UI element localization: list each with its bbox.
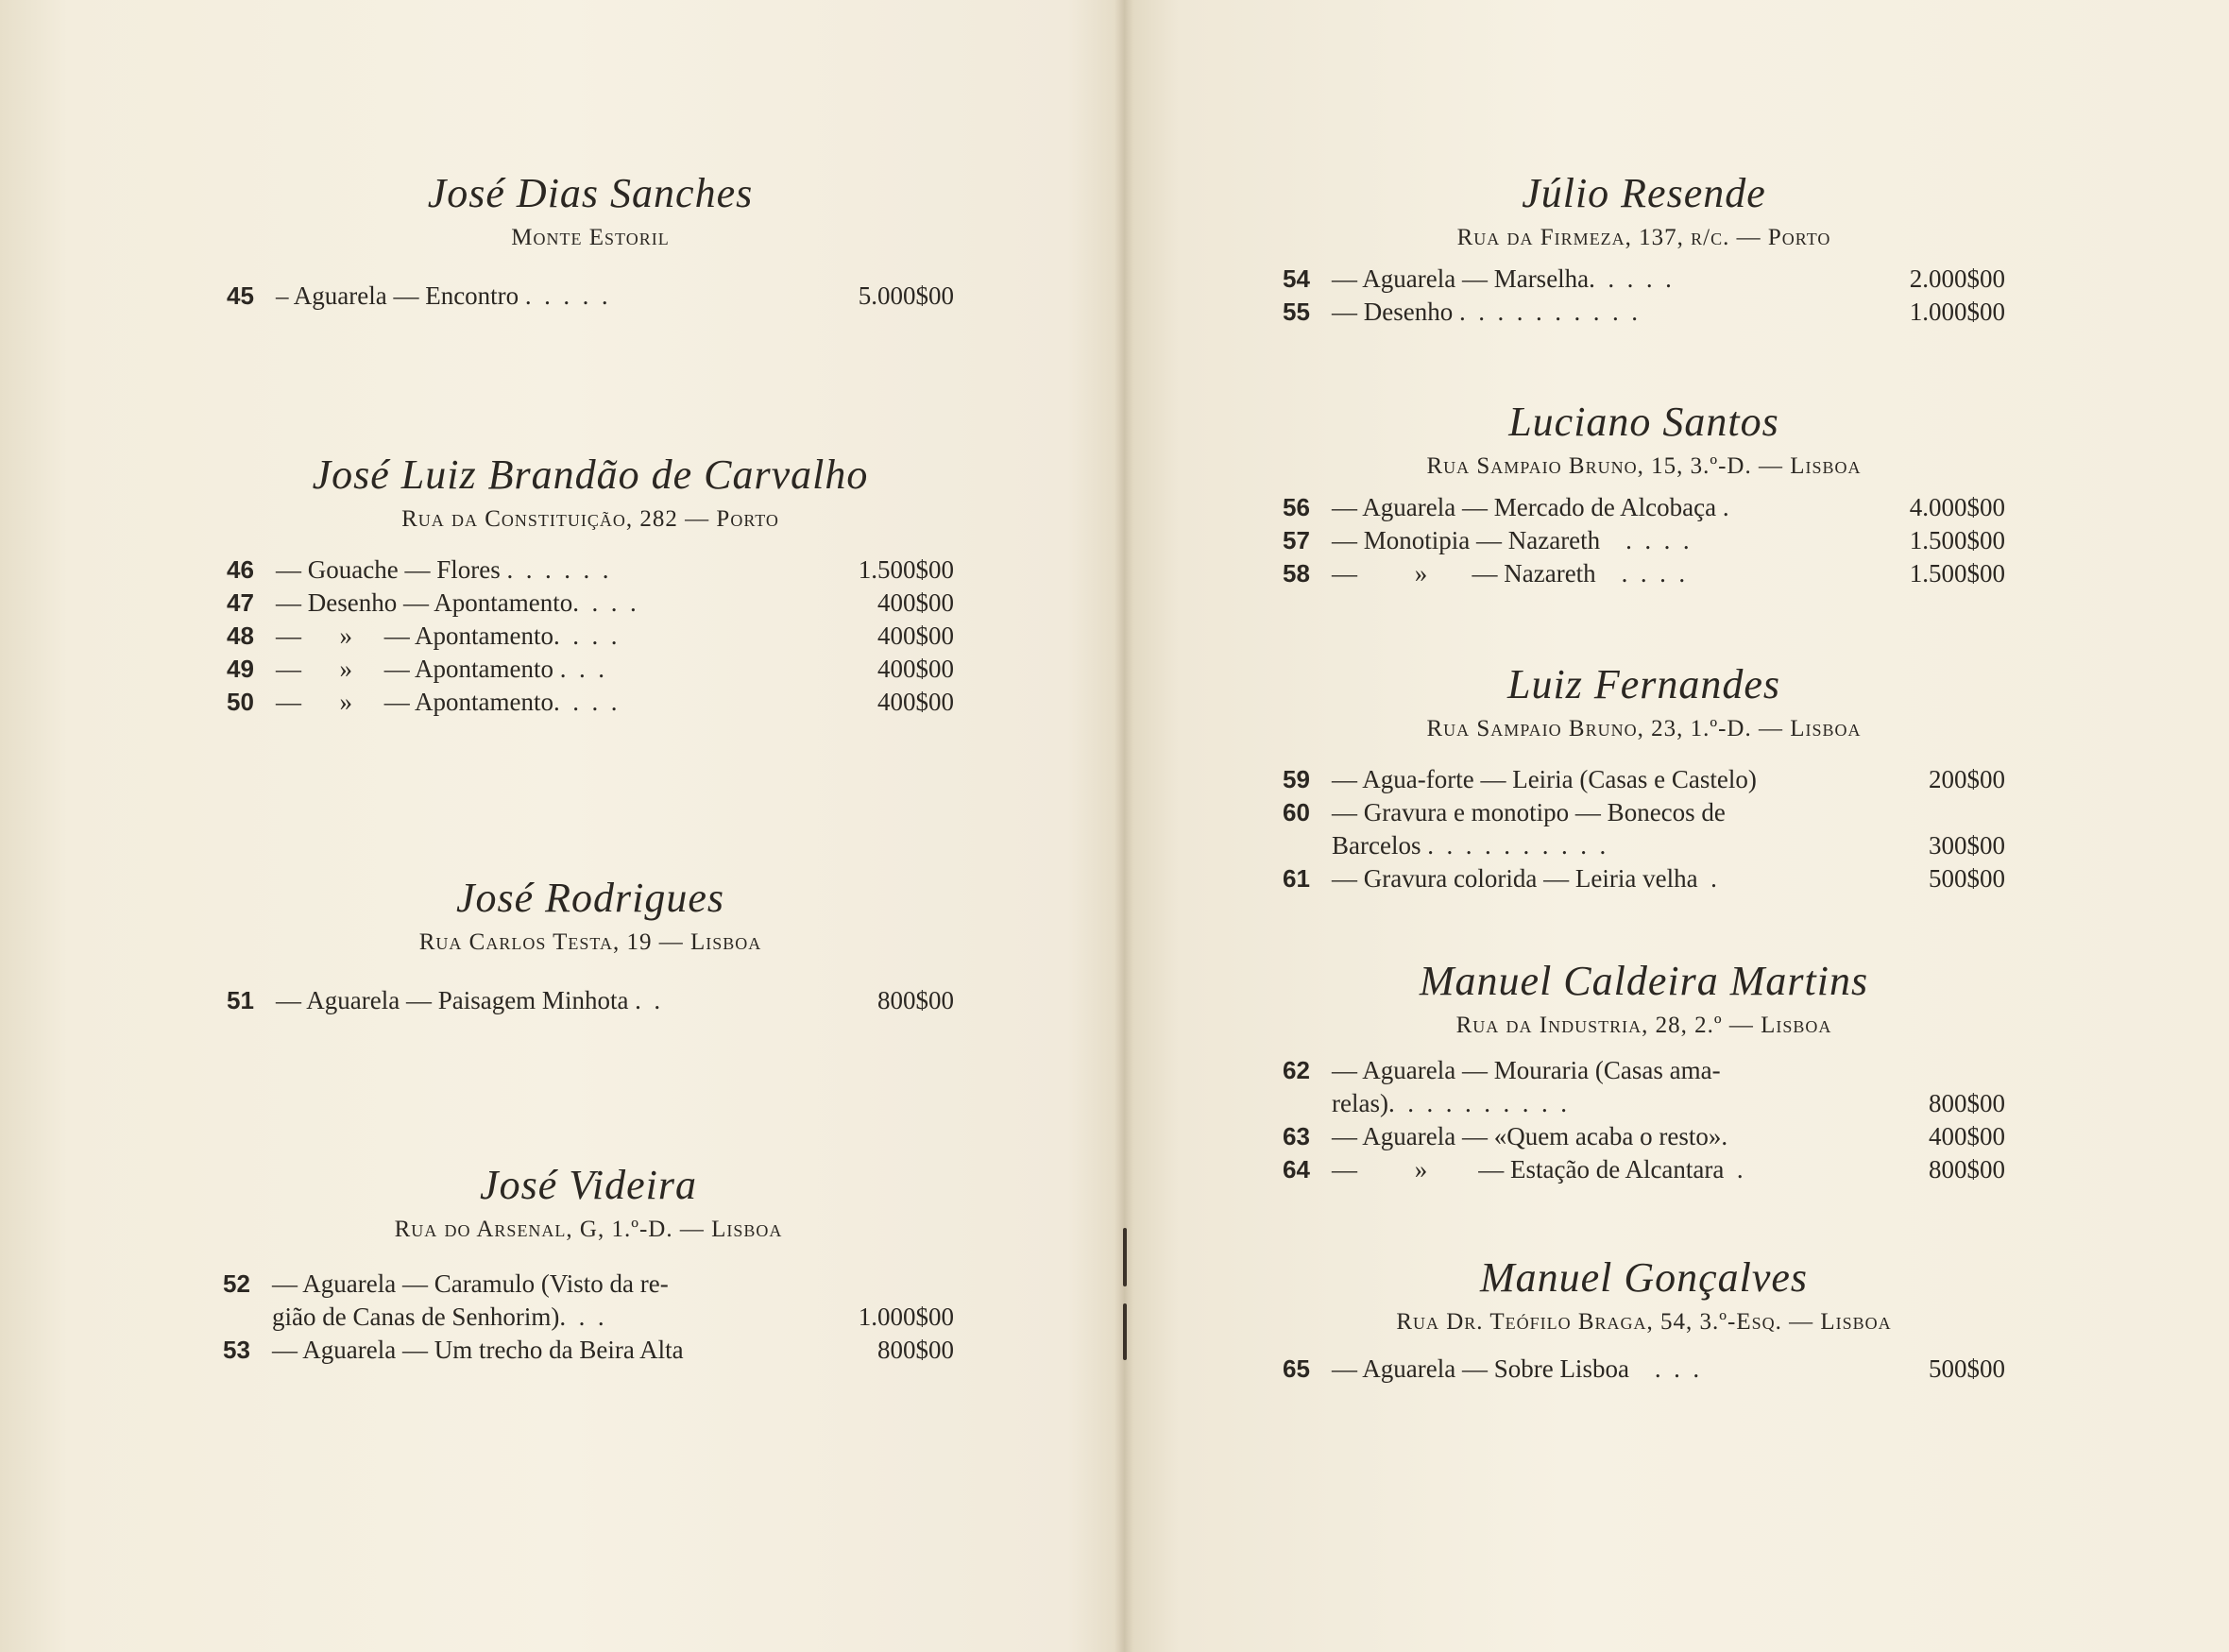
work-price: 1.500$00 <box>1909 526 2005 554</box>
work-item <box>1283 1153 2005 1186</box>
work-number: 59 <box>1283 765 1310 793</box>
artist-name: José Luiz Brandão de Carvalho <box>312 451 869 498</box>
work-description: — Desenho . . . . . . . . . . <box>1332 298 1638 326</box>
work-price: 400$00 <box>877 688 954 716</box>
work-number: 61 <box>1283 864 1310 893</box>
work-description: — Aguarela — «Quem acaba o resto». <box>1332 1122 1728 1150</box>
artist-name: Manuel Caldeira Martins <box>1419 958 1869 1004</box>
artist-entry <box>1283 1252 2005 1386</box>
artist-address: Rua da Constituição, 282 — Porto <box>401 506 779 532</box>
work-item <box>227 554 954 587</box>
works-list <box>223 1268 954 1367</box>
works-list <box>1283 263 2005 329</box>
work-number: 57 <box>1283 526 1310 554</box>
work-description: — Aguarela — Mercado de Alcobaça . <box>1332 493 1729 521</box>
work-description: — Gouache — Flores . . . . . . <box>276 555 609 584</box>
work-price: 1.000$00 <box>858 1303 954 1331</box>
artist-name: Luciano Santos <box>1508 399 1779 445</box>
book-gutter <box>1114 0 1133 1652</box>
work-price: 400$00 <box>877 588 954 617</box>
work-price: 400$00 <box>1929 1122 2005 1150</box>
work-price: 800$00 <box>1929 1089 2005 1117</box>
work-item <box>227 686 954 719</box>
works-list <box>1283 763 2005 895</box>
artist-entry <box>1283 659 2005 895</box>
work-item <box>223 1268 954 1334</box>
work-item <box>1283 1120 2005 1153</box>
work-description: — Agua-forte — Leiria (Casas e Castelo) <box>1332 765 1757 793</box>
works-list <box>227 280 954 313</box>
work-price: 800$00 <box>877 1336 954 1364</box>
work-description: — Aguarela — Marselha. . . . . <box>1332 264 1672 293</box>
works-list <box>1283 1054 2005 1186</box>
work-number: 53 <box>223 1336 250 1364</box>
work-number: 64 <box>1283 1155 1310 1184</box>
work-item <box>223 1334 954 1367</box>
works-list <box>1283 491 2005 590</box>
work-description: — » — Estação de Alcantara . <box>1332 1155 1744 1184</box>
work-item <box>227 984 954 1017</box>
work-item <box>1283 263 2005 296</box>
work-number: 47 <box>227 588 254 617</box>
work-item <box>227 280 954 313</box>
artist-address: Rua do Arsenal, G, 1.º-D. — Lisboa <box>394 1217 783 1242</box>
artist-name: José Rodrigues <box>455 875 725 921</box>
work-price: 4.000$00 <box>1909 493 2005 521</box>
work-description: — Aguarela — Paisagem Minhota . . <box>276 986 661 1014</box>
binding-thread-top <box>1123 1228 1127 1286</box>
artist-address: Rua Sampaio Bruno, 23, 1.º-D. — Lisboa <box>1426 716 1862 741</box>
work-price: 1.500$00 <box>858 555 954 584</box>
artist-entry <box>1283 956 2005 1186</box>
work-number: 55 <box>1283 298 1310 326</box>
artist-entry <box>227 450 954 719</box>
work-description: — » — Apontamento. . . . <box>276 688 618 716</box>
works-list <box>227 554 954 719</box>
work-price: 500$00 <box>1929 864 2005 893</box>
artist-name: Júlio Resende <box>1522 170 1766 216</box>
work-description: — » — Apontamento. . . . <box>276 622 618 650</box>
artist-entry <box>227 873 954 1017</box>
work-price: 400$00 <box>877 655 954 683</box>
works-list <box>227 984 954 1017</box>
artist-entry <box>1283 168 2005 329</box>
artist-address: Rua Dr. Teófilo Braga, 54, 3.º-Esq. — Lisboa <box>1396 1309 1892 1335</box>
artist-name: José Videira <box>480 1162 697 1208</box>
work-number: 58 <box>1283 559 1310 588</box>
artist-entry <box>223 1160 954 1367</box>
work-item <box>227 587 954 620</box>
work-item <box>1283 491 2005 524</box>
work-item <box>1283 1054 2005 1120</box>
work-item <box>1283 862 2005 895</box>
artist-address: Rua Carlos Testa, 19 — Lisboa <box>418 929 762 955</box>
work-description: — Monotipia — Nazareth . . . . <box>1332 526 1690 554</box>
work-price: 1.000$00 <box>1909 298 2005 326</box>
work-number: 45 <box>227 281 254 310</box>
binding-thread-bottom <box>1123 1303 1127 1360</box>
work-item <box>1283 1353 2005 1386</box>
artist-name: José Dias Sanches <box>427 170 754 216</box>
work-price: 2.000$00 <box>1909 264 2005 293</box>
work-number: 65 <box>1283 1354 1310 1383</box>
work-price: 200$00 <box>1929 765 2005 793</box>
work-description: – Aguarela — Encontro . . . . . <box>276 281 608 310</box>
works-list <box>1283 1353 2005 1386</box>
work-price: 800$00 <box>877 986 954 1014</box>
artist-address: Monte Estoril <box>511 225 670 250</box>
work-number: 50 <box>227 688 254 716</box>
work-item <box>1283 524 2005 557</box>
work-item <box>227 653 954 686</box>
work-price: 5.000$00 <box>858 281 954 310</box>
work-number: 62 <box>1283 1056 1310 1084</box>
work-number: 60 <box>1283 798 1310 826</box>
work-number: 54 <box>1283 264 1310 293</box>
artist-name: Luiz Fernandes <box>1507 661 1780 707</box>
work-price: 1.500$00 <box>1909 559 2005 588</box>
work-price: 300$00 <box>1929 831 2005 860</box>
work-number: 51 <box>227 986 254 1014</box>
work-item <box>227 620 954 653</box>
artist-address: Rua da Industria, 28, 2.º — Lisboa <box>1455 1013 1832 1038</box>
artist-address: Rua da Firmeza, 137, r/c. — Porto <box>1456 225 1831 250</box>
work-description: — Gravura e monotipo — Bonecos de Barcelos . . . . . . . . . . <box>1332 798 1726 860</box>
artist-entry <box>1283 397 2005 590</box>
work-number: 48 <box>227 622 254 650</box>
work-number: 49 <box>227 655 254 683</box>
work-number: 46 <box>227 555 254 584</box>
work-description: — » — Nazareth . . . . <box>1332 559 1686 588</box>
work-number: 63 <box>1283 1122 1310 1150</box>
work-price: 500$00 <box>1929 1354 2005 1383</box>
work-description: — Aguarela — Mouraria (Casas ama- relas). . . . . . . . . . <box>1332 1056 1721 1117</box>
work-number: 56 <box>1283 493 1310 521</box>
work-description: — Gravura colorida — Leiria velha . <box>1332 864 1717 893</box>
artist-address: Rua Sampaio Bruno, 15, 3.º-D. — Lisboa <box>1426 453 1862 479</box>
work-item <box>1283 557 2005 590</box>
work-item <box>1283 763 2005 796</box>
work-description: — Aguarela — Caramulo (Visto da re- gião de Canas de Senhorim). . . <box>272 1269 669 1331</box>
work-number: 52 <box>223 1269 250 1298</box>
work-price: 400$00 <box>877 622 954 650</box>
work-price: 800$00 <box>1929 1155 2005 1184</box>
work-item <box>1283 296 2005 329</box>
artist-name: Manuel Gonçalves <box>1479 1254 1809 1301</box>
work-description: — Desenho — Apontamento. . . . <box>276 588 637 617</box>
work-description: — » — Apontamento . . . <box>276 655 604 683</box>
work-description: — Aguarela — Um trecho da Beira Alta <box>272 1336 684 1364</box>
artist-entry <box>227 168 954 313</box>
work-description: — Aguarela — Sobre Lisboa . . . <box>1332 1354 1700 1383</box>
work-item <box>1283 796 2005 862</box>
